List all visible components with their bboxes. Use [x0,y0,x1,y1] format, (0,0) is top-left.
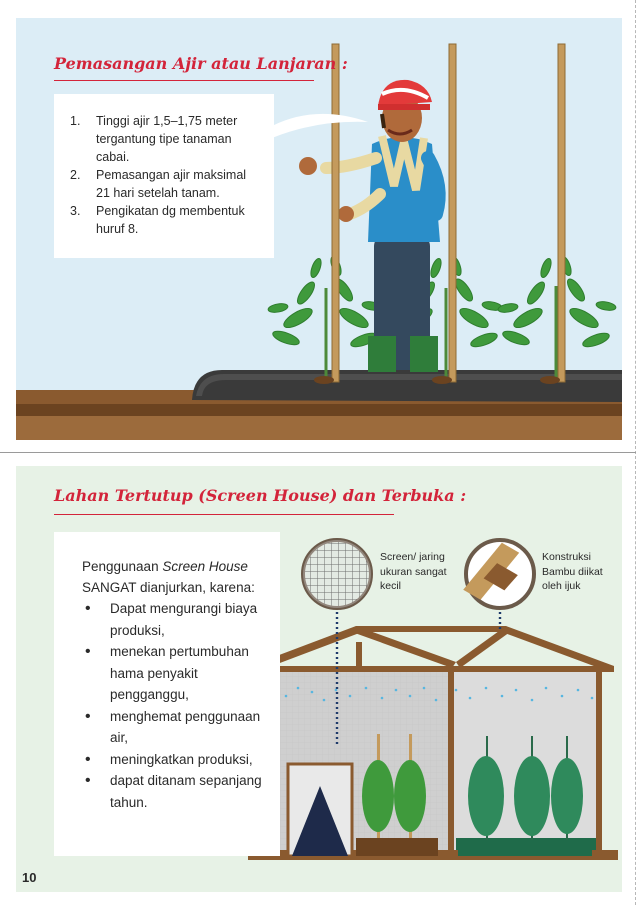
list-item: • meningkatkan produksi, [82,749,276,771]
mesh-callout-label: Screen/ jaring ukuran sangat kecil [380,551,447,592]
screen-house-panel [16,466,622,892]
door [288,764,352,856]
speech-tail [272,114,368,138]
screen-house-title: Lahan Tertutup (Screen House) dan Terbuka : [54,486,467,505]
screen-house-intro: Penggunaan Screen House SANGAT dianjurkan, karena: [82,559,255,595]
list-item: 3. Pengikatan dg membentuk huruf 8. [70,204,245,236]
list-item: 2. Pemasangan ajir maksimal 21 hari setelah tanam. [70,168,247,200]
page-number: 10 [22,870,37,885]
section-divider [0,452,636,453]
chili-plant [497,255,616,378]
bamboo-callout-label: Konstruksi Bambu diikat oleh ijuk [542,551,603,592]
screen-house-textbox [54,532,280,856]
list-item: 1. Tinggi ajir 1,5–1,75 meter tergantung tipe tanaman cabai. [70,114,238,164]
screen-house-title-rule [54,514,394,515]
list-item: • menekan pertumbuhan hama penyakit pengganggu, [82,641,276,706]
ajir-panel [16,18,622,440]
ajir-steps-box [54,94,274,258]
chili-plant [267,255,382,378]
benefits-list [82,598,276,813]
list-item: • Dapat mengurangi biaya produksi, [82,598,276,641]
mesh-screen-icon [303,540,371,608]
list-item: • menghemat penggunaan air, [82,706,276,749]
bamboo-tie-icon [463,538,534,608]
ajir-title-rule [54,80,314,81]
ajir-steps-list [66,112,262,238]
ajir-title: Pemasangan Ajir atau Lanjaran : [54,54,348,73]
list-item: • dapat ditanam sepanjang tahun. [82,770,276,813]
